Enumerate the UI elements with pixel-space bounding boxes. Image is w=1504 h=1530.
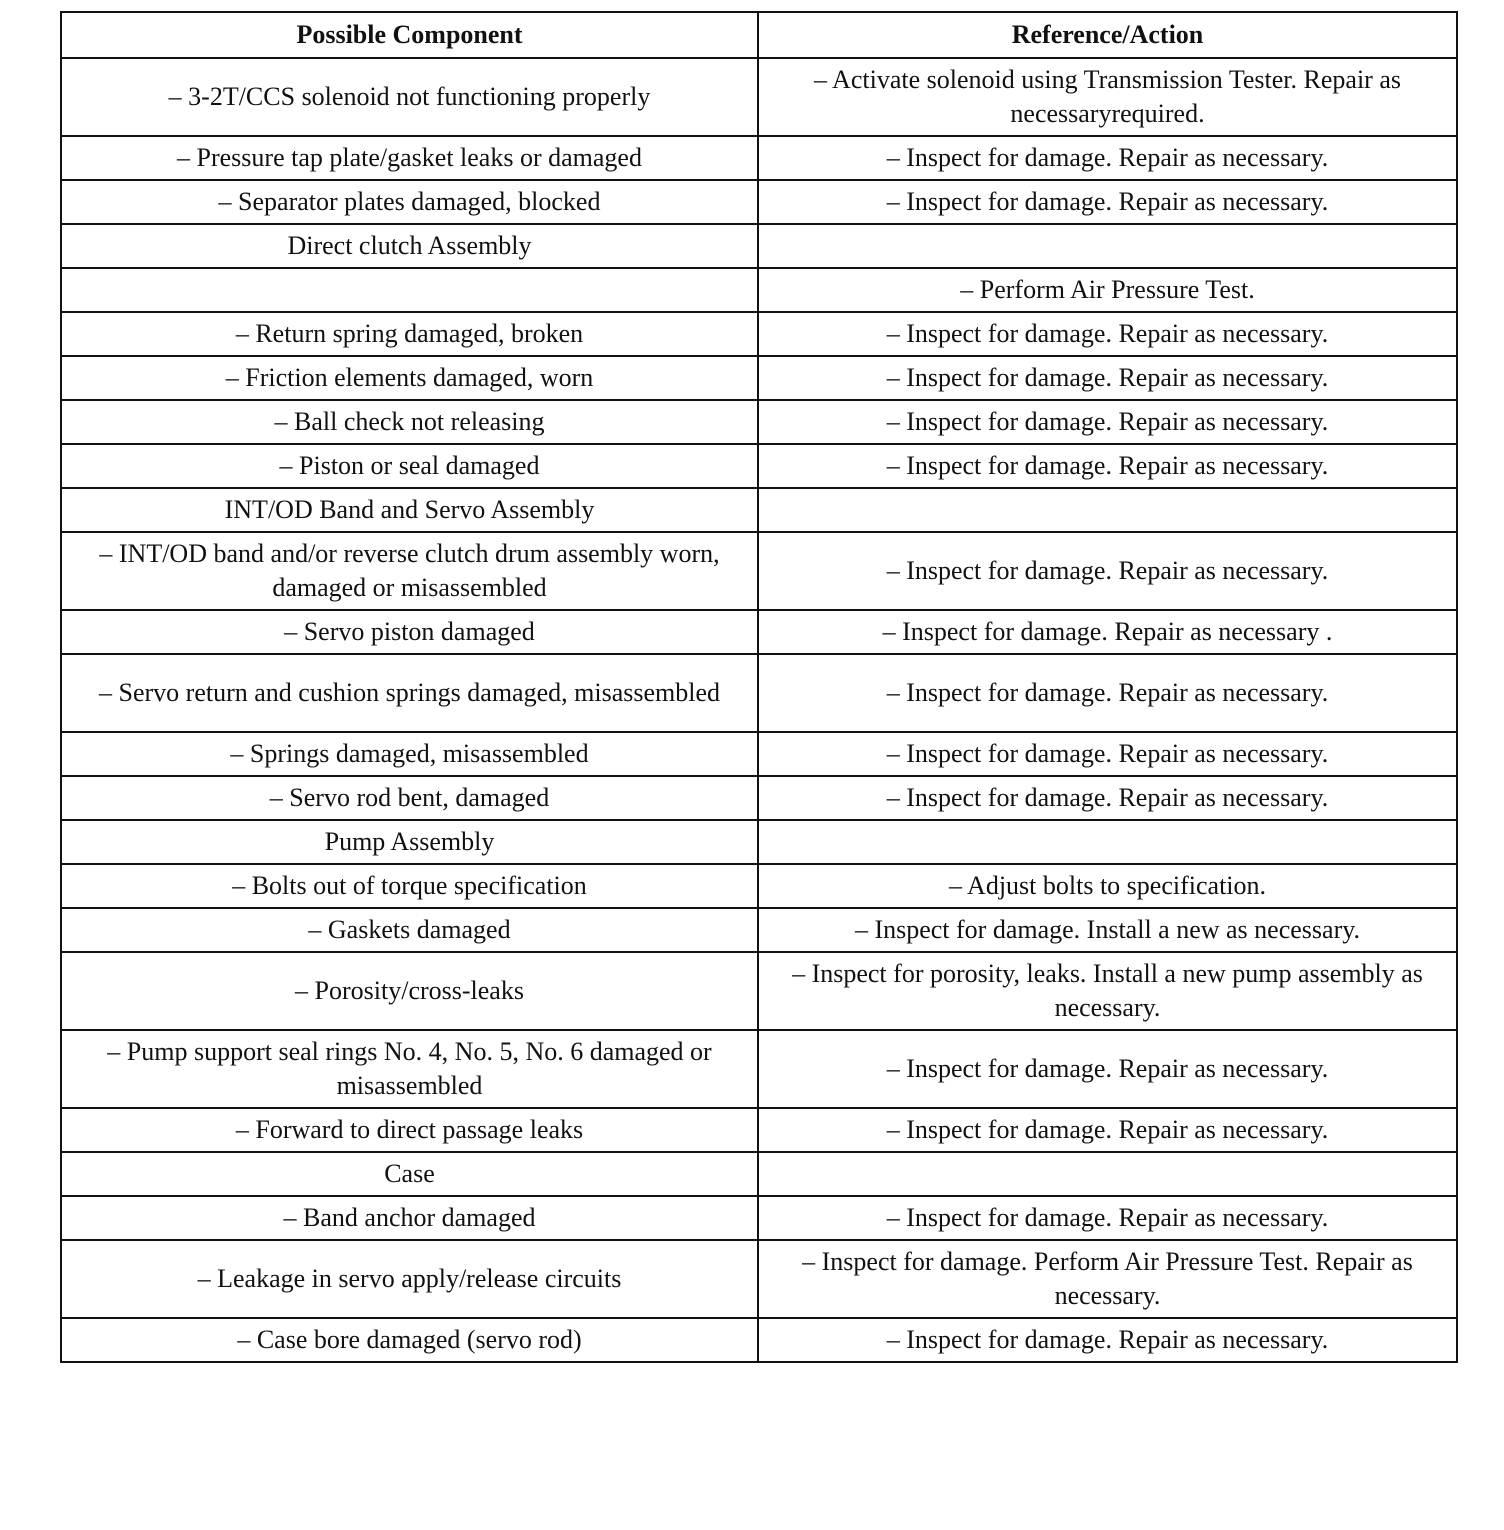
action-cell: – Inspect for damage. Repair as necessary. — [758, 654, 1457, 732]
component-cell: – INT/OD band and/or reverse clutch drum assembly worn, damaged or misassembled — [61, 532, 758, 610]
table-row — [61, 444, 1457, 488]
action-cell: – Inspect for damage. Repair as necessary. — [758, 312, 1457, 356]
component-cell: – Servo return and cushion springs damaged, misassembled — [61, 654, 758, 732]
table-row — [61, 180, 1457, 224]
table-row — [61, 1318, 1457, 1362]
table-row — [61, 610, 1457, 654]
action-cell: – Inspect for damage. Repair as necessary. — [758, 532, 1457, 610]
action-cell: – Inspect for porosity, leaks. Install a new pump assembly as necessary. — [758, 952, 1457, 1030]
component-cell: – 3-2T/CCS solenoid not functioning properly — [61, 58, 758, 136]
action-cell: – Inspect for damage. Repair as necessary . — [758, 610, 1457, 654]
section-heading-cell: Case — [61, 1152, 758, 1196]
action-cell: – Adjust bolts to specification. — [758, 864, 1457, 908]
table-row — [61, 654, 1457, 732]
section-heading-cell: INT/OD Band and Servo Assembly — [61, 488, 758, 532]
table-row — [61, 400, 1457, 444]
action-cell — [758, 820, 1457, 864]
component-cell: – Ball check not releasing — [61, 400, 758, 444]
component-cell: – Leakage in servo apply/release circuits — [61, 1240, 758, 1318]
section-row — [61, 488, 1457, 532]
action-cell: – Inspect for damage. Repair as necessary. — [758, 776, 1457, 820]
section-heading-cell: Direct clutch Assembly — [61, 224, 758, 268]
header-row — [61, 12, 1457, 58]
table-row — [61, 1240, 1457, 1318]
action-cell: – Inspect for damage. Repair as necessary. — [758, 400, 1457, 444]
component-cell: – Pressure tap plate/gasket leaks or damaged — [61, 136, 758, 180]
table-row — [61, 732, 1457, 776]
component-cell: – Band anchor damaged — [61, 1196, 758, 1240]
component-cell: – Springs damaged, misassembled — [61, 732, 758, 776]
table-row — [61, 1030, 1457, 1108]
action-cell: – Inspect for damage. Repair as necessary. — [758, 1108, 1457, 1152]
action-cell: – Inspect for damage. Repair as necessary. — [758, 136, 1457, 180]
table-row — [61, 136, 1457, 180]
section-row — [61, 820, 1457, 864]
section-row — [61, 1152, 1457, 1196]
action-cell: – Inspect for damage. Repair as necessary. — [758, 1318, 1457, 1362]
component-cell: – Friction elements damaged, worn — [61, 356, 758, 400]
diagnosis-table — [60, 11, 1458, 1363]
component-cell — [61, 268, 758, 312]
table-row — [61, 908, 1457, 952]
component-cell: – Return spring damaged, broken — [61, 312, 758, 356]
header-possible-component: Possible Component — [61, 12, 758, 58]
action-cell: – Activate solenoid using Transmission Tester. Repair as necessaryrequired. — [758, 58, 1457, 136]
action-cell: – Inspect for damage. Repair as necessary. — [758, 732, 1457, 776]
table-row — [61, 312, 1457, 356]
section-heading-cell: Pump Assembly — [61, 820, 758, 864]
table-row — [61, 356, 1457, 400]
component-cell: – Case bore damaged (servo rod) — [61, 1318, 758, 1362]
component-cell: – Pump support seal rings No. 4, No. 5, No. 6 damaged or misassembled — [61, 1030, 758, 1108]
component-cell: – Separator plates damaged, blocked — [61, 180, 758, 224]
action-cell — [758, 224, 1457, 268]
table-row — [61, 1196, 1457, 1240]
action-cell — [758, 488, 1457, 532]
action-cell: – Inspect for damage. Install a new as necessary. — [758, 908, 1457, 952]
component-cell: – Servo piston damaged — [61, 610, 758, 654]
component-cell: – Porosity/cross-leaks — [61, 952, 758, 1030]
table-row — [61, 952, 1457, 1030]
action-cell: – Inspect for damage. Repair as necessary. — [758, 180, 1457, 224]
table-row — [61, 864, 1457, 908]
table-row — [61, 58, 1457, 136]
component-cell: – Bolts out of torque specification — [61, 864, 758, 908]
table-row — [61, 268, 1457, 312]
table-row — [61, 532, 1457, 610]
component-cell: – Forward to direct passage leaks — [61, 1108, 758, 1152]
header-reference-action: Reference/Action — [758, 12, 1457, 58]
action-cell: – Inspect for damage. Repair as necessary. — [758, 1030, 1457, 1108]
component-cell: – Servo rod bent, damaged — [61, 776, 758, 820]
action-cell: – Perform Air Pressure Test. — [758, 268, 1457, 312]
action-cell: – Inspect for damage. Perform Air Pressure Test. Repair as necessary. — [758, 1240, 1457, 1318]
action-cell: – Inspect for damage. Repair as necessary. — [758, 444, 1457, 488]
table-row — [61, 1108, 1457, 1152]
table-row — [61, 776, 1457, 820]
action-cell: – Inspect for damage. Repair as necessary. — [758, 356, 1457, 400]
action-cell: – Inspect for damage. Repair as necessary. — [758, 1196, 1457, 1240]
section-row — [61, 224, 1457, 268]
action-cell — [758, 1152, 1457, 1196]
component-cell: – Gaskets damaged — [61, 908, 758, 952]
component-cell: – Piston or seal damaged — [61, 444, 758, 488]
